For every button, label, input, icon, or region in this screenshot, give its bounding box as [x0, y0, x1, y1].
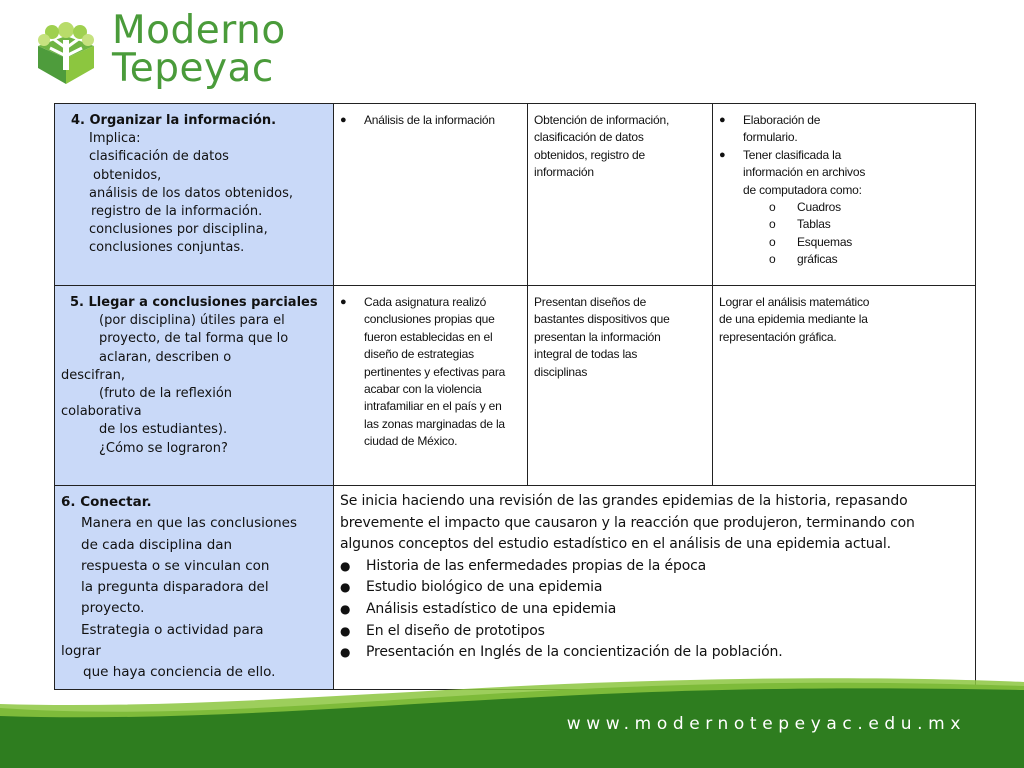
step-line: Estrategia o actividad para	[81, 621, 264, 638]
table-row	[55, 286, 976, 486]
bullet-icon: ●	[719, 148, 726, 161]
step-line: análisis de los datos obtenidos,	[89, 185, 293, 201]
step-heading: 6. Conectar.	[61, 494, 152, 510]
sub-list-item: o Tablas	[719, 216, 969, 233]
intro-line: Se inicia haciendo una revisión de las grandes epidemias de la historia, repasando	[340, 493, 908, 509]
brand-name	[112, 8, 286, 91]
activities-cell	[334, 104, 528, 286]
sub-list-item: o Cuadros	[719, 199, 969, 216]
step-cell	[55, 286, 334, 486]
step-line: de los estudiantes).	[99, 422, 228, 438]
bullet-icon: ●	[340, 296, 347, 308]
step-line: (fruto de la reflexión	[99, 386, 233, 402]
list-item: ● En el diseño de prototipos	[340, 621, 971, 643]
circle-bullet-icon: o	[769, 252, 776, 267]
step-line: conclusiones conjuntas.	[89, 240, 245, 256]
products-cell: Presentan diseños de bastantes dispositivos que presentan la información integral de todas las disciplinas	[528, 286, 713, 486]
list-item: ● Elaboración de formulario.	[719, 112, 969, 147]
step-line: de cada disciplina dan	[81, 536, 233, 553]
step-heading: 5. Llegar a conclusiones parciales	[70, 295, 318, 310]
table-row	[55, 104, 976, 286]
list-item: ● Tener clasificada la información en archivos de computadora como:	[719, 147, 969, 199]
intro-line: brevemente el impacto que causaron y la reacción que produjeron, terminando con	[340, 514, 915, 531]
table-row	[55, 486, 976, 690]
list-item: ● Presentación en Inglés de la concientización de la población.	[340, 642, 971, 664]
step-line: registro de la información.	[91, 204, 263, 220]
list-item: ● Estudio biológico de una epidemia	[340, 577, 971, 599]
step-line: descifran,	[61, 367, 126, 383]
evidence-cell: Lograr el análisis matemático de una epidemia mediante la representación gráfica.	[713, 286, 976, 486]
bullet-icon: ●	[340, 601, 351, 616]
step-line: ¿Cómo se lograron?	[99, 440, 228, 456]
brand-line-2: Tepeyac	[112, 46, 274, 91]
list-item: ● Historia de las enfermedades propias de la época	[340, 556, 971, 578]
list-item: ● Cada asignatura realizó conclusiones propias que fueron establecidas en el diseño de estrategias pertinentes y efectivas para acabar con la violencia intrafamiliar en el país y en las zonas marginadas de la ciudad de México.	[340, 294, 521, 451]
circle-bullet-icon: o	[769, 200, 776, 215]
bullet-icon: ●	[340, 558, 351, 573]
step-line: que haya conciencia de ello.	[83, 664, 276, 681]
website-url: www.modernotepeyac.edu.mx	[566, 714, 966, 734]
step-line: la pregunta disparadora del	[81, 579, 269, 596]
step-line: respuesta o se vinculan con	[81, 557, 270, 574]
circle-bullet-icon: o	[769, 217, 776, 232]
step-line: clasificación de datos	[89, 149, 229, 165]
step-cell	[55, 486, 334, 690]
project-plan-table	[54, 103, 976, 690]
list-item: ● Análisis estadístico de una epidemia	[340, 599, 971, 621]
step-line: conclusiones por disciplina,	[89, 222, 268, 238]
sub-list-item: o Esquemas	[719, 234, 969, 251]
step-line: obtenidos,	[93, 167, 162, 183]
bullet-icon: ●	[340, 623, 351, 638]
tree-icon	[28, 18, 104, 94]
brand-line-1: Moderno	[112, 8, 286, 53]
step-line: colaborativa	[61, 404, 142, 420]
step-line: Implica:	[89, 131, 141, 147]
step-cell	[55, 104, 334, 286]
circle-bullet-icon: o	[769, 234, 776, 249]
bullet-icon: ●	[340, 645, 351, 660]
activities-cell	[334, 286, 528, 486]
step-line: (por disciplina) útiles para el	[99, 313, 285, 329]
brand-logo	[28, 8, 318, 96]
step-line: proyecto, de tal forma que lo	[99, 331, 289, 347]
step-line: Manera en que las conclusiones	[81, 515, 298, 532]
step-heading: 4. Organizar la información.	[71, 113, 277, 128]
step-line: proyecto.	[81, 600, 145, 617]
sub-list-item: o gráficas	[719, 251, 969, 268]
step-line: lograr	[61, 643, 101, 660]
connection-cell	[334, 486, 976, 690]
bullet-icon: ●	[719, 114, 726, 126]
bullet-icon: ●	[340, 580, 351, 595]
evidence-cell	[713, 104, 976, 286]
intro-line: algunos conceptos del estudio estadístico en el análisis de una epidemia actual.	[340, 536, 891, 553]
step-line: aclaran, describen o	[99, 349, 232, 365]
products-cell: Obtención de información, clasificación de datos obtenidos, registro de información	[528, 104, 713, 286]
list-item: ● Análisis de la información	[340, 112, 521, 129]
bullet-icon: ●	[340, 114, 347, 126]
